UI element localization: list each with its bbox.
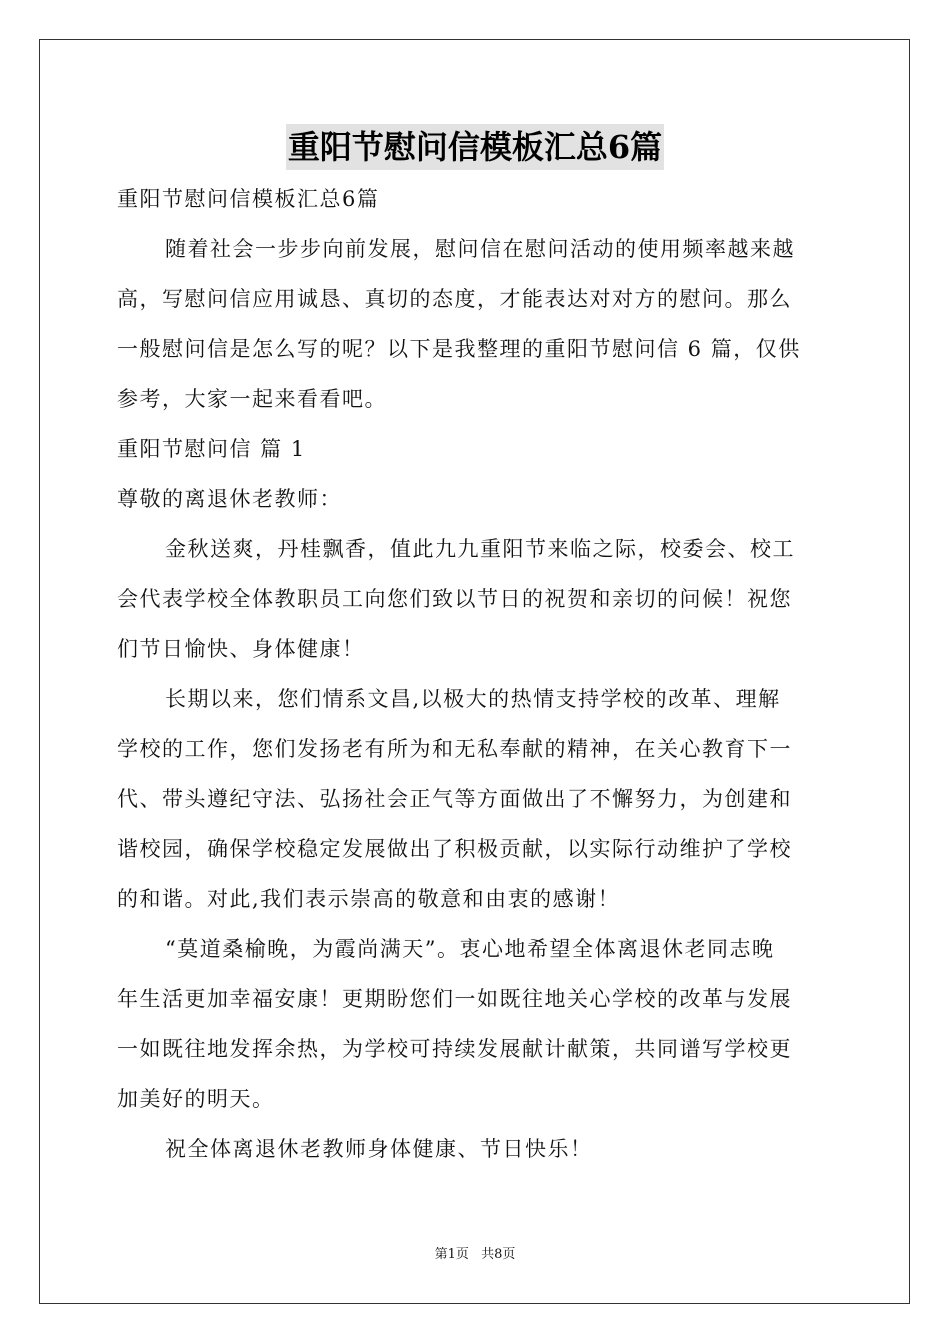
paragraph-line: 随着社会一步步向前发展，慰问信在慰问活动的使用频率越来越: [165, 237, 795, 261]
paragraph-line: 祝全体离退休老教师身体健康、节日快乐！: [165, 1137, 593, 1161]
document-title: 重阳节慰问信模板汇总6篇: [286, 124, 664, 170]
paragraph-line: 的和谐。对此,我们表示崇高的敬意和由衷的感谢！: [117, 887, 621, 911]
salutation: 尊敬的离退休老教师：: [117, 487, 342, 511]
paragraph-line: 一如既往地发挥余热，为学校可持续发展献计献策，共同谱写学校更: [117, 1037, 792, 1061]
paragraph-line: 参考，大家一起来看看吧。: [117, 387, 387, 411]
section-heading: 重阳节慰问信 篇 1: [117, 437, 306, 461]
paragraph-line: 长期以来，您们情系文昌,以极大的热情支持学校的改革、理解: [165, 687, 781, 711]
page-number: 第1页: [434, 1247, 469, 1262]
paragraph-line: “莫道桑榆晚，为霞尚满天”。衷心地希望全体离退休老同志晚: [165, 937, 775, 961]
paragraph-line: 高，写慰问信应用诚恳、真切的态度，才能表达对对方的慰问。那么: [117, 287, 792, 311]
paragraph-line: 代、带头遵纪守法、弘扬社会正气等方面做出了不懈努力，为创建和: [117, 787, 792, 811]
paragraph-line: 谐校园，确保学校稳定发展做出了积极贡献，以实际行动维护了学校: [117, 837, 792, 861]
document-subtitle: 重阳节慰问信模板汇总6篇: [117, 187, 380, 211]
page-border: [39, 39, 910, 1304]
paragraph-line: 一般慰问信是怎么写的呢？以下是我整理的重阳节慰问信 6 篇，仅供: [117, 337, 801, 361]
title-container: [0, 124, 950, 170]
paragraph-line: 学校的工作，您们发扬老有所为和无私奉献的精神，在关心教育下一: [117, 737, 792, 761]
paragraph-line: 加美好的明天。: [117, 1087, 275, 1111]
paragraph-line: 会代表学校全体教职员工向您们致以节日的祝贺和亲切的问候！祝您: [117, 587, 792, 611]
paragraph-line: 们节日愉快、身体健康！: [117, 637, 365, 661]
page-total: 共8页: [481, 1247, 516, 1262]
page-footer: [0, 1246, 950, 1264]
paragraph-line: 年生活更加幸福安康！更期盼您们一如既往地关心学校的改革与发展: [117, 987, 792, 1011]
paragraph-line: 金秋送爽，丹桂飘香，值此九九重阳节来临之际，校委会、校工: [165, 537, 795, 561]
